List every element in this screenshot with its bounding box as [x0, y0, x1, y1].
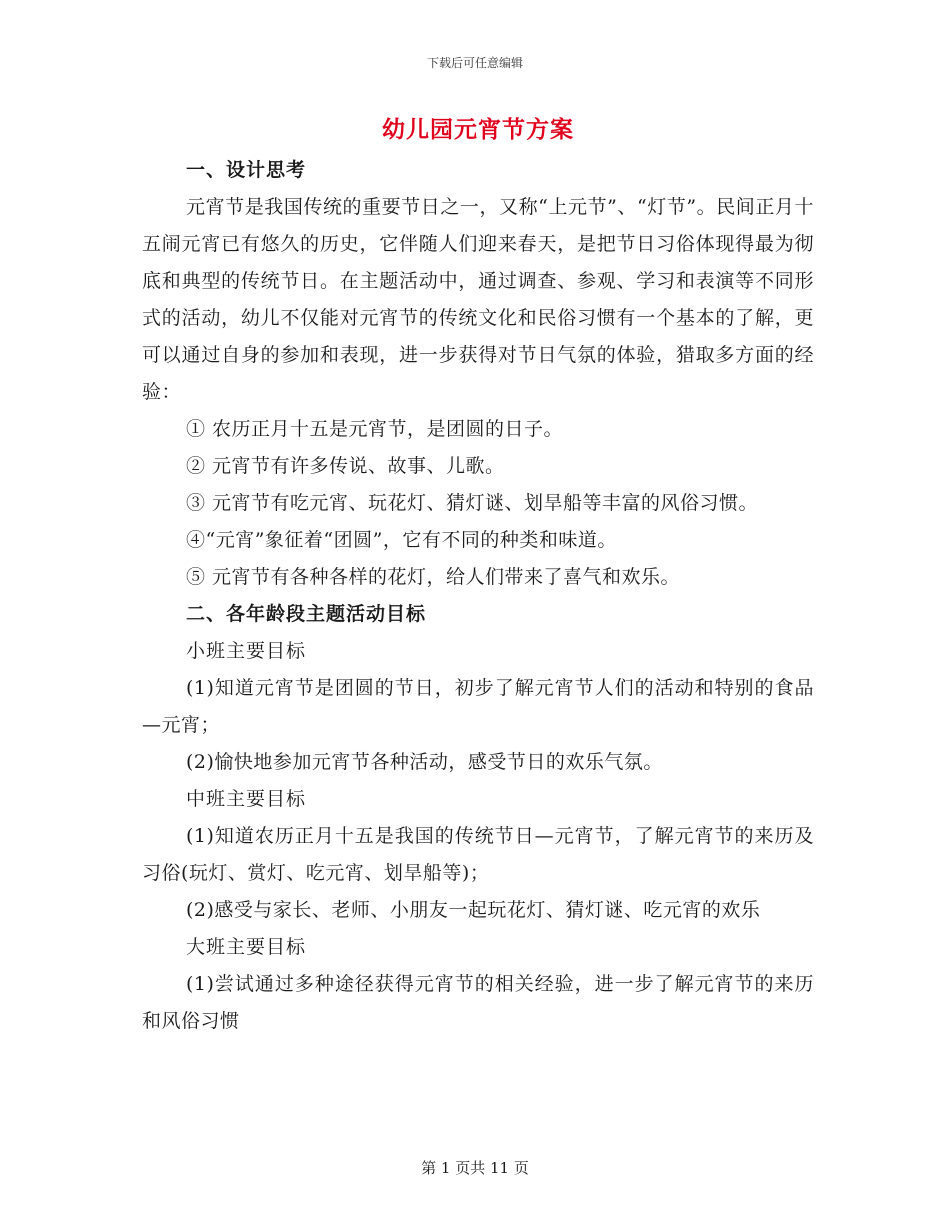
list-item: ① 农历正月十五是元宵节，是团圆的日子。	[186, 418, 564, 440]
list-item: ④“元宵”象征着“团圆”，它有不同的种类和味道。	[186, 529, 617, 551]
document-title: 幼儿园元宵节方案	[382, 116, 574, 143]
page-header: 下载后可任意编辑	[426, 56, 523, 70]
section-heading-goals: 二、各年龄段主题活动目标	[186, 603, 427, 625]
goal-item: (1)知道农历正月十五是我国的传统节日—元宵节，了解元宵节的来历及习俗(玩灯、赏灯、吃元宵、划旱船等)；	[142, 825, 814, 884]
middle-class-heading: 中班主要目标	[186, 788, 307, 810]
big-class-heading: 大班主要目标	[186, 936, 307, 958]
list-item: ② 元宵节有许多传说、故事、儿歌。	[186, 455, 505, 477]
goal-item: (1)尝试通过多种途径获得元宵节的相关经验，进一步了解元宵节的来历和风俗习惯	[142, 973, 814, 1032]
list-item: ③ 元宵节有吃元宵、玩花灯、猜灯谜、划旱船等丰富的风俗习惯。	[186, 492, 759, 514]
list-item: ⑤ 元宵节有各种各样的花灯，给人们带来了喜气和欢乐。	[186, 566, 681, 588]
goal-item: (2)愉快地参加元宵节各种活动，感受节日的欢乐气氛。	[186, 751, 663, 773]
document-body	[142, 112, 814, 1040]
goal-item: (2)感受与家长、老师、小朋友一起玩花灯、猜灯谜、吃元宵的欢乐	[186, 899, 761, 921]
design-paragraph: 元宵节是我国传统的重要节日之一，又称“上元节”、“灯节”。民间正月十五闹元宵已有悠久的历史，它伴随人们迎来春天，是把节日习俗体现得最为彻底和典型的传统节日。在主题活动中，通过调查、参观、学习和表演等不同形式的活动，幼儿不仅能对元宵节的传统文化和民俗习惯有一个基本的了解，更可以通过自身的参加和表现，进一步获得对节日气氛的体验，猎取多方面的经验：	[142, 196, 814, 403]
small-class-heading: 小班主要目标	[186, 640, 307, 662]
goal-item: (1)知道元宵节是团圆的节日，初步了解元宵节人们的活动和特别的食品—元宵；	[142, 677, 814, 736]
section-heading-design: 一、设计思考	[186, 159, 307, 181]
page-footer: 第 1 页共 11 页	[421, 1159, 529, 1177]
